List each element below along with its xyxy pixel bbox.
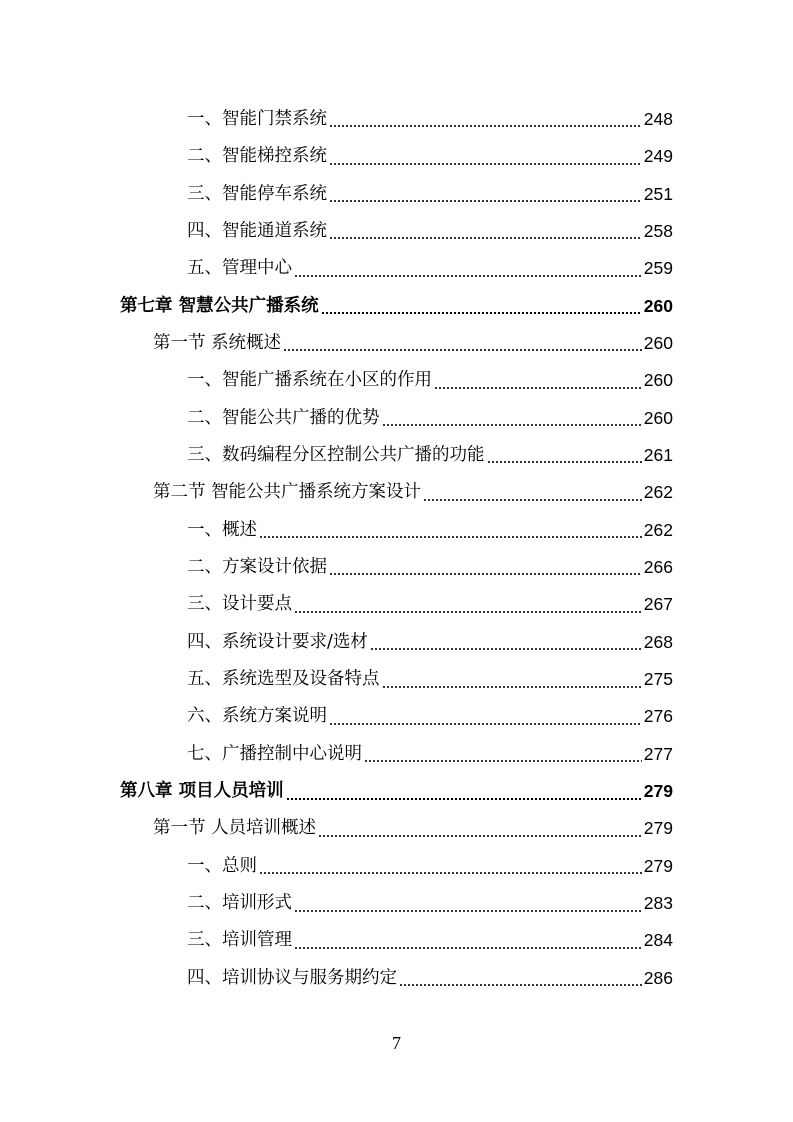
toc-entry-title: 五、系统选型及设备特点 [187, 669, 380, 690]
toc-entry-page-number: 260 [643, 332, 673, 353]
toc-entry-title: 二、智能梯控系统 [187, 146, 327, 167]
toc-entry-page-number: 275 [643, 669, 673, 690]
toc-item-entry[interactable] [0, 848, 793, 885]
toc-chapter-entry[interactable] [0, 773, 793, 810]
toc-entry-title: 第二节 智能公共广播系统方案设计 [153, 482, 422, 503]
toc-entry-title: 四、智能通道系统 [187, 220, 327, 241]
toc-entry-title: 第七章 智慧公共广播系统 [120, 295, 319, 316]
toc-item-entry[interactable] [0, 512, 793, 549]
dot-leader [294, 275, 642, 277]
toc-entry-title: 六、系统方案说明 [187, 706, 327, 727]
toc-item-entry[interactable] [0, 923, 793, 960]
toc-entry-page-number: 277 [643, 743, 673, 764]
dot-leader [283, 349, 642, 351]
dot-leader [370, 648, 642, 650]
toc-item-entry[interactable] [0, 624, 793, 661]
dot-leader [318, 835, 642, 837]
dot-leader [329, 573, 642, 575]
toc-entry-page-number: 267 [643, 594, 673, 615]
toc-entry-page-number: 259 [643, 258, 673, 279]
dot-leader [259, 872, 642, 874]
toc-entry-page-number: 248 [643, 108, 673, 129]
toc-item-entry[interactable] [0, 101, 793, 138]
dot-leader [487, 461, 642, 463]
toc-item-entry[interactable] [0, 400, 793, 437]
toc-entry-page-number: 262 [643, 519, 673, 540]
toc-entry-title: 二、方案设计依据 [187, 557, 327, 578]
dot-leader [259, 536, 642, 538]
dot-leader [423, 499, 642, 501]
table-of-contents [0, 101, 793, 997]
toc-entry-title: 一、概述 [187, 519, 257, 540]
dot-leader [329, 163, 642, 165]
toc-entry-title: 五、管理中心 [187, 258, 292, 279]
toc-entry-title: 四、培训协议与服务期约定 [187, 967, 397, 988]
dot-leader [399, 984, 642, 986]
toc-entry-title: 二、智能公共广播的优势 [187, 407, 380, 428]
toc-entry-page-number: 258 [643, 220, 673, 241]
toc-item-entry[interactable] [0, 176, 793, 213]
dot-leader [329, 237, 642, 239]
toc-entry-page-number: 249 [643, 146, 673, 167]
toc-entry-page-number: 262 [643, 482, 673, 503]
toc-entry-title: 二、培训形式 [187, 893, 292, 914]
toc-entry-page-number: 279 [643, 855, 673, 876]
toc-section-entry[interactable] [0, 474, 793, 511]
toc-item-entry[interactable] [0, 250, 793, 287]
toc-entry-page-number: 283 [643, 893, 673, 914]
dot-leader [329, 200, 642, 202]
toc-item-entry[interactable] [0, 661, 793, 698]
dot-leader [294, 947, 642, 949]
toc-entry-page-number: 261 [643, 445, 673, 466]
toc-entry-title: 三、智能停车系统 [187, 183, 327, 204]
toc-section-entry[interactable] [0, 325, 793, 362]
dot-leader [434, 387, 642, 389]
toc-entry-title: 三、培训管理 [187, 930, 292, 951]
toc-item-entry[interactable] [0, 437, 793, 474]
toc-entry-title: 三、数码编程分区控制公共广播的功能 [187, 445, 485, 466]
toc-entry-title: 三、设计要点 [187, 594, 292, 615]
toc-item-entry[interactable] [0, 960, 793, 997]
toc-entry-page-number: 260 [643, 295, 673, 316]
page-number: 7 [392, 1033, 401, 1053]
toc-item-entry[interactable] [0, 213, 793, 250]
dot-leader [294, 910, 642, 912]
toc-entry-page-number: 286 [643, 967, 673, 988]
toc-entry-title: 第一节 人员培训概述 [153, 818, 317, 839]
toc-entry-title: 一、总则 [187, 855, 257, 876]
dot-leader [364, 760, 642, 762]
dot-leader [382, 686, 642, 688]
dot-leader [294, 611, 642, 613]
dot-leader [382, 424, 642, 426]
toc-entry-title: 第八章 项目人员培训 [120, 781, 284, 802]
toc-entry-page-number: 279 [643, 818, 673, 839]
toc-item-entry[interactable] [0, 586, 793, 623]
toc-entry-title: 一、智能广播系统在小区的作用 [187, 370, 432, 391]
toc-entry-page-number: 268 [643, 631, 673, 652]
toc-entry-title: 四、系统设计要求/选材 [187, 631, 368, 652]
dot-leader [329, 125, 642, 127]
toc-entry-title: 一、智能门禁系统 [187, 108, 327, 129]
dot-leader [286, 798, 642, 800]
toc-entry-title: 七、广播控制中心说明 [187, 743, 362, 764]
dot-leader [321, 312, 642, 314]
toc-item-entry[interactable] [0, 138, 793, 175]
toc-entry-page-number: 251 [643, 183, 673, 204]
toc-entry-page-number: 284 [643, 930, 673, 951]
toc-item-entry[interactable] [0, 549, 793, 586]
toc-entry-title: 第一节 系统概述 [153, 332, 282, 353]
toc-entry-page-number: 266 [643, 557, 673, 578]
toc-chapter-entry[interactable] [0, 288, 793, 325]
toc-entry-page-number: 276 [643, 706, 673, 727]
toc-entry-page-number: 260 [643, 407, 673, 428]
toc-item-entry[interactable] [0, 885, 793, 922]
toc-entry-page-number: 260 [643, 370, 673, 391]
toc-item-entry[interactable] [0, 736, 793, 773]
toc-item-entry[interactable] [0, 699, 793, 736]
dot-leader [329, 723, 642, 725]
toc-section-entry[interactable] [0, 811, 793, 848]
toc-entry-page-number: 279 [643, 781, 673, 802]
toc-item-entry[interactable] [0, 362, 793, 399]
